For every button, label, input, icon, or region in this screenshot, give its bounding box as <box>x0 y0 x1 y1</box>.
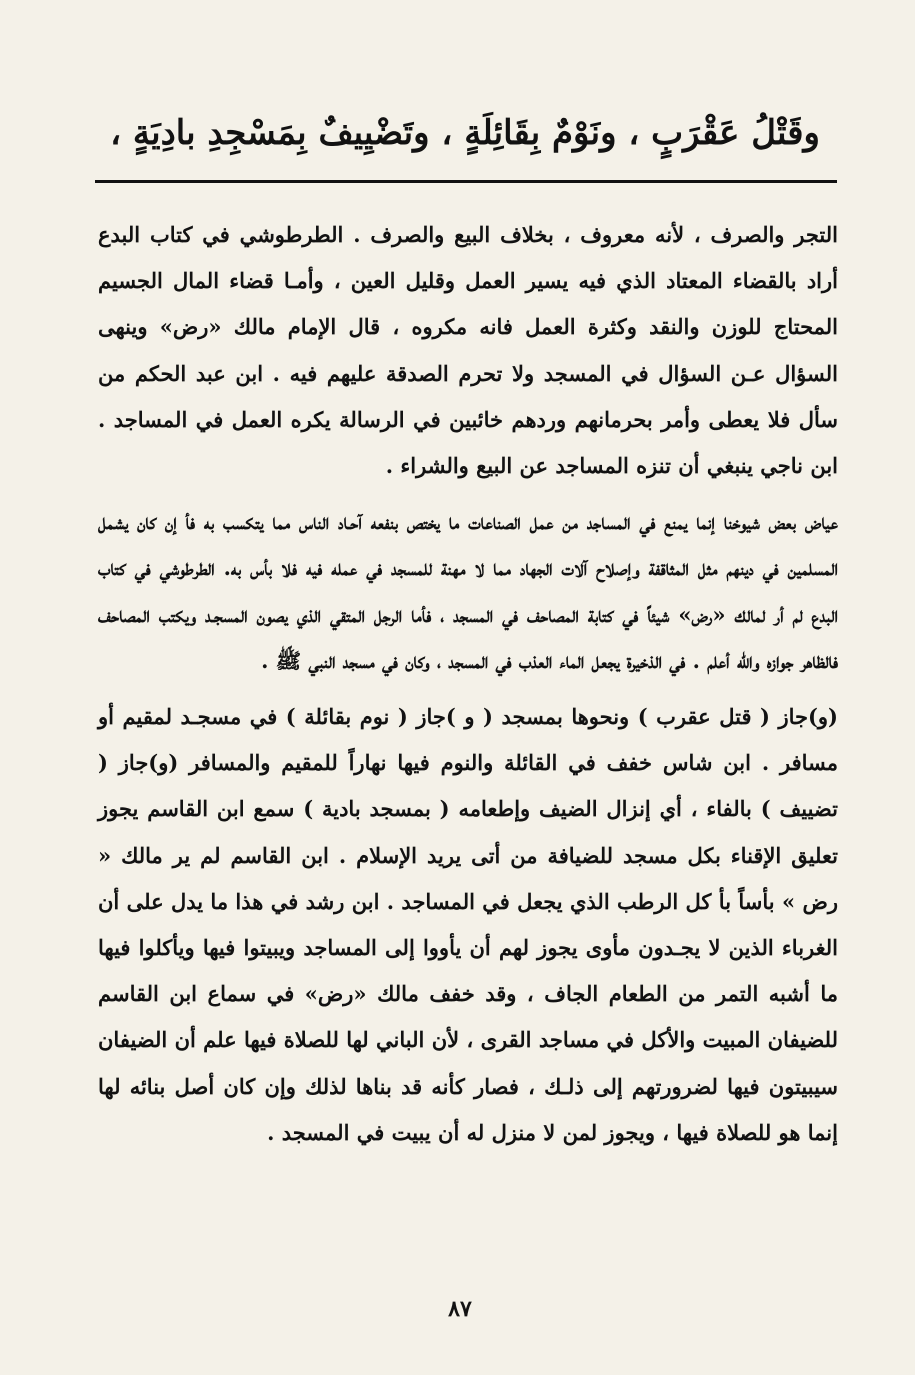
page-header-title: وقَتْلُ عَقْرَبٍ ، ونَوْمٌ بِقَائِلَةٍ ، وتَضْيِيفٌ بِمَسْجِدِ بادِيَةٍ ، <box>110 113 820 153</box>
page-number: ٨٧ <box>448 1296 472 1322</box>
paragraph-3: (و)جاز ( قتل عقرب ) ونحوها بمسجد ( و )جاز ( نوم بقائلة ) في مسجـد لمقيم أو مسافر . ابن شاس خفف في القائلة والنوم فيها نهاراً للمقيم والمسافر (و)جاز ( تضييف ) بالفاء ، أي إنزال الضيف وإطعامه ( بمسجد بادية ) سمع ابن القاسم يجوز تعليق الإقناء بكل مسجد للضيافة من أتى يريد الإسلام . ابن القاسم لم ير مالك « رض » بأساً بأ كل الرطب الذي يجعل في المساجد . ابن رشد في هذا ما يدل على أن الغرباء الذين لا يجـدون مأوى يجوز لهم أن يأووا إلى المساجد ويبيتوا فيها ويأكلوا فيها ما أشبه التمر من الطعام الجاف ، وقد خفف مالك «رض» في سماع ابن القاسم للضيفان المبيت والأكل في مساجد القرى ، لأن الباني لها للصلاة فيها علم أن الضيفان سيبيتون فيها لضرورتهم إلى ذلـك ، فصار كأنه قد بناها لذلك وإن كان أصل بنائه لها إنما هو للصلاة فيها ، ويجوز لمن لا منزل له أن يبيت في المسجد . <box>98 704 838 1145</box>
header-divider <box>95 180 837 183</box>
paragraph-1: التجر والصرف ، لأنه معروف ، بخلاف البيع والصرف . الطرطوشي في كتاب البدع أراد بالقضاء المعتاد الذي فيه يسير العمل وقليل العين ، وأمـا قضاء المال الجسيم المحتاج للوزن والنقد وكثرة العمل فانه مكروه ، قال الإمام مالك «رض» وينهى السؤال عـن السؤال في المسجد ولا تحرم الصدقة عليهم فيه . ابن عبد الحكم من سأل فلا يعطى وأمر بحرمانهم وردهم خائبين في الرسالة يكره العمل في المساجد . ابن ناجي ينبغي أن تنزه المساجد عن البيع والشراء . <box>98 222 838 479</box>
paragraph-2: عياض بعض شيوخنا إنما يمنع في المساجد من عمل الصناعات ما يختص بنفعه آحـاد الناس مما يتكسب به فأ إن كان يشمل المسلمين في دينهم مثل المثاقفة وإصلاح آلات الجهاد مما لا مهنة للمسجد في عمله فيه فلا بأس به. الطرطوشي في كتاب البدع لم أر لمالك «رض» شيئاً في كتابة المصاحف في المسجد ، فأما الرجل المتقي الذي يصون المسجـد ويكتب المصاحف فالظاهر جوازه والله أعلم . في الذخيرة يجعل الماء العذب في المسجد ، وكان في مسجد النبي ﷺ . <box>98 509 838 673</box>
body-text <box>98 212 838 1166</box>
